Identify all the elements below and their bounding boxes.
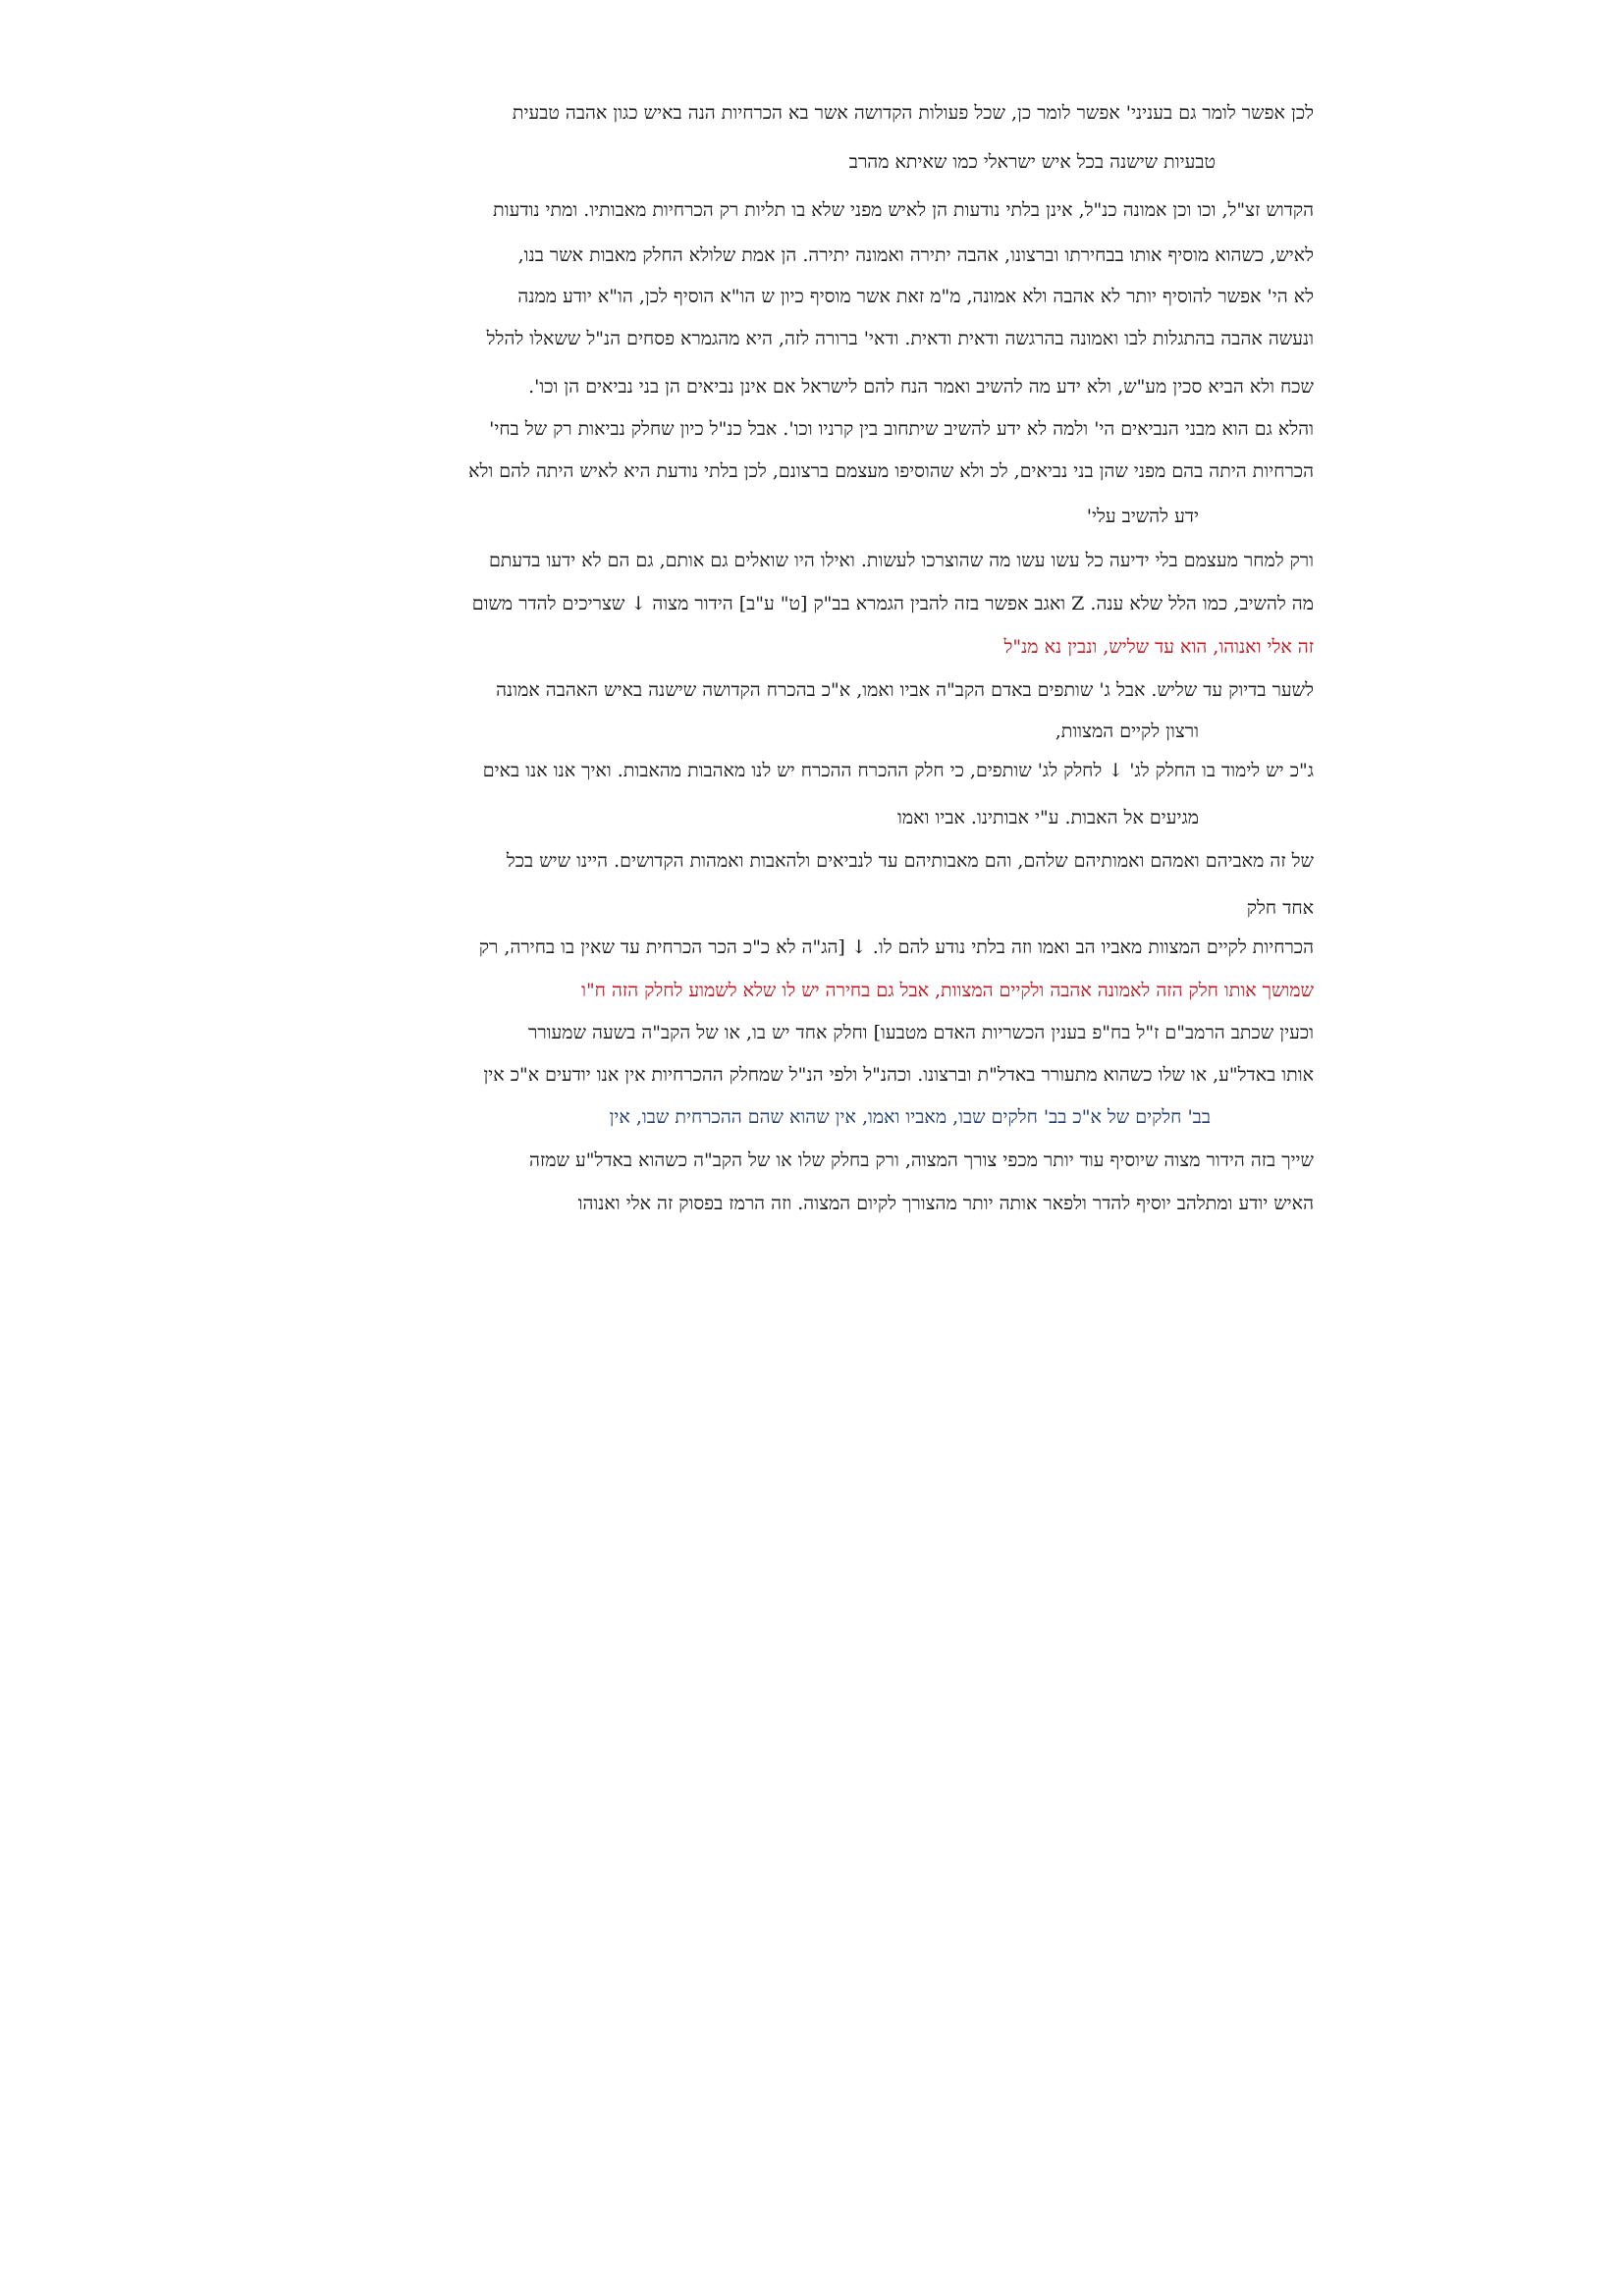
text-line-8: והלא גם הוא מבני הנביאים הי' ולמה לא ידע להשיב שיתחוב בין קרניו וכו'. אבל כנ"ל כיון שחלק נביאות רק של בחי' (489, 418, 1314, 440)
text-line-3: הקדוש זצ"ל, וכו וכן אמונה כנ"ל, אינן בלתי נודעות הן לאיש מפני שלא בו תליות רק הכרחיות מאבותיו. ומתי נודעות (493, 199, 1314, 221)
text-line-17: מגיעים אל האבות. ע"י אבותינו. אביו ואמו (897, 807, 1199, 828)
text-line-4: לאיש, כשהוא מוסיף אותו בבחירתו וברצונו, אהבה יתירה ואמונה יתירה. הן אמת שלולא החלק מאבות אשר בנו, (517, 244, 1314, 266)
text-line-16: ג"כ יש לימוד בו החלק לג' ↓ לחלק לג' שותפים, כי חלק ההכרח ההכרח יש לנו מאהבות מהאבות. ואיך אנו אנו באים (482, 760, 1314, 781)
text-line-18: של זה מאביהם ואמהם ואמותיהם שלהם, והם מאבותיהם עד לנביאים ולהאבות ואמהות הקדושים. היינו שיש בכל (506, 850, 1314, 872)
text-line-12: מה להשיב, כמו הלל שלא ענה. Z ואגב אפשר בזה להבין הגמרא בב"ק [ט" ע"ב] הידור מצוה ↓ שצריכים להדר משום (471, 593, 1314, 614)
text-line-19: אחד חלק (1246, 897, 1314, 919)
text-line-15: ורצון לקיים המצוות, (1055, 721, 1199, 742)
text-line-26: האיש יודע ומתלהב יוסיף להדר ולפאר אותה יותר מהצורך לקיום המצוה. וזה הרמז בפסוק זה אלי ואנוהו (577, 1193, 1314, 1214)
text-line-10: ידע להשיב עלי' (1086, 506, 1199, 527)
text-line-6: ונעשה אהבה בהתגלות לבו ואמונה בהרגשה ודאית ודאית. ודאי' ברורה לזה, היא מהגמרא פסחים הנ"ל ששאלו להלל (486, 328, 1314, 349)
text-line-21: שמושך אותו חלק הזה לאמונה אהבה ולקיים המצוות, אבל גם בחירה יש לו שלא לשמוע לחלק הזה ח"ו (581, 980, 1314, 1001)
text-line-22: וכעין שכתב הרמב"ם ז"ל בח"פ בענין הכשריות האדם מטבעו] וחלק אחד יש בו, או של הקב"ה בשעה שמעורר (527, 1022, 1314, 1043)
text-line-23: אותו באדל"ע, או שלו כשהוא מתעורר באדל"ת וברצונו. וכהנ"ל ולפי הנ"ל שמחלק ההכרחיות אין אנו יודעים א"כ אין (483, 1064, 1314, 1086)
text-line-1: לכן אפשר לומר גם בעניני' אפשר לומר כן, שכל פעולות הקדושה אשר בא הכרחיות הנה באיש כגון אהבה טבעית (512, 102, 1314, 124)
text-line-14: לשער בדיוק עד שליש. אבל ג' שותפים באדם הקב"ה אביו ואמו, א"כ בהכרח הקדושה שישנה באיש האהבה אמונה (496, 679, 1314, 701)
text-line-13: זה אלי ואנוהו, הוא עד שליש, ונבין נא מנ"ל (1003, 636, 1314, 658)
text-line-24: בב' חלקים של א"כ בב' חלקים שבו, מאביו ואמו, אין שהוא שהם ההכרחית שבו, אין (609, 1106, 1211, 1128)
text-line-9: הכרחיות היתה בהם מפני שהן בני נביאים, לכ ולא שהוסיפו מעצמם ברצונם, לכן בלתי נודעת היא לאיש היתה להם ולא (468, 460, 1314, 482)
text-line-11: ורק למחר מעצמם בלי ידיעה כל עשו עשו מה שהוצרכו לעשות. ואילו היו שואלים גם אותם, גם הם לא ידעו בדעתם (488, 550, 1314, 571)
text-line-7: שכח ולא הביא סכין מע"ש, ולא ידע מה להשיב ואמר הנח להם לישראל אם אינן נביאים הן בני נביאים הן וכו'. (528, 376, 1314, 398)
text-line-20: הכרחיות לקיים המצוות מאביו הב ואמו וזה בלתי נודע להם לו. ↓ [הג"ה לא כ"כ הכר הכרחית עד שאין בו בחירה, רק (478, 936, 1314, 958)
text-line-5: לא הי' אפשר להוסיף יותר לא אהבה ולא אמונה, מ"מ זאת אשר מוסיף כיון ש הו"א הוסיף לכן, הו"א יודע ממנה (517, 286, 1314, 307)
text-line-2: טבעיות שישנה בכל איש ישראלי כמו שאיתא מהרב (848, 151, 1216, 173)
text-line-25: שייך בזה הידור מצוה שיוסיף עוד יותר מכפי צורך המצוה, ורק בחלק שלו או של הקב"ה כשהוא באדל"ע שמזה (529, 1149, 1314, 1171)
